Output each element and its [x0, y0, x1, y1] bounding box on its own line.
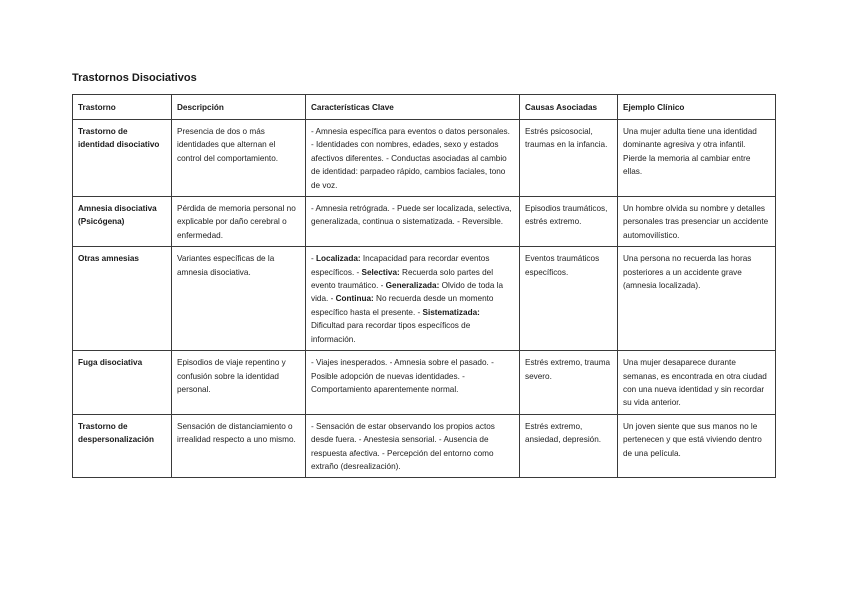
cell-caracteristicas — [306, 414, 520, 478]
bold-term: Generalizada: — [385, 281, 440, 291]
cell-ejemplo: Un hombre olvida su nombre y detalles personales tras presenciar un accidente automovilístico. — [618, 197, 776, 247]
disorders-table — [72, 94, 776, 478]
text-segment: - Amnesia específica para eventos o datos personales. - Identidades con nombres, edades, sexo y estados afectivos diferentes. - Conductas asociadas al cambio de identidad: parpadeo rápido, cambios faciales, tono de voz. — [311, 127, 510, 190]
cell-trastorno: Fuga disociativa — [73, 351, 172, 415]
cell-ejemplo: Una persona no recuerda las horas posteriores a un accidente grave (amnesia localizada). — [618, 247, 776, 351]
text-segment: - Sensación de estar observando los propios actos desde fuera. - Anestesia sensorial. - Ausencia de respuesta afectiva. - Percepción del entorno como extraño (desrealización). — [311, 421, 495, 471]
cell-trastorno: Amnesia disociativa (Psicógena) — [73, 197, 172, 247]
cell-trastorno: Trastorno de identidad disociativo — [73, 120, 172, 197]
text-segment: Incapacidad para recordar eventos específicos. - — [311, 254, 490, 277]
cell-causas: Estrés extremo, trauma severo. — [520, 351, 618, 415]
table-row — [73, 247, 776, 351]
cell-causas: Estrés extremo, ansiedad, depresión. — [520, 414, 618, 478]
table-row — [73, 120, 776, 197]
cell-caracteristicas — [306, 351, 520, 415]
cell-ejemplo: Un joven siente que sus manos no le pertenecen y que está viviendo dentro de una película. — [618, 414, 776, 478]
cell-descripcion: Pérdida de memoria personal no explicable por daño cerebral o enfermedad. — [172, 197, 306, 247]
cell-caracteristicas — [306, 247, 520, 351]
cell-causas: Estrés psicosocial, traumas en la infancia. — [520, 120, 618, 197]
header-ejemplo: Ejemplo Clínico — [618, 95, 776, 120]
header-caracteristicas: Características Clave — [306, 95, 520, 120]
bold-term: Selectiva: — [361, 267, 400, 277]
table-body — [73, 120, 776, 478]
cell-ejemplo: Una mujer desaparece durante semanas, es encontrada en otra ciudad con una nueva identidad y sin recordar su vida anterior. — [618, 351, 776, 415]
bold-term: Localizada: — [316, 254, 361, 264]
cell-caracteristicas — [306, 120, 520, 197]
table-row — [73, 197, 776, 247]
text-segment: - — [311, 254, 317, 264]
cell-causas: Episodios traumáticos, estrés extremo. — [520, 197, 618, 247]
cell-caracteristicas — [306, 197, 520, 247]
table-header-row — [73, 95, 776, 120]
text-segment: - Viajes inesperados. - Amnesia sobre el pasado. - Posible adopción de nuevas identidades. - Comportamiento aparentemente normal. — [311, 358, 494, 394]
cell-descripcion: Sensación de distanciamiento o irrealidad respecto a uno mismo. — [172, 414, 306, 478]
bold-term: Continua: — [335, 294, 374, 304]
text-segment: - Amnesia retrógrada. - Puede ser localizada, selectiva, generalizada, continua o sistematizada. - Reversible. — [311, 204, 512, 227]
text-segment: Olvido de toda la vida. - — [311, 281, 504, 304]
header-causas: Causas Asociadas — [520, 95, 618, 120]
text-segment: No recuerda desde un momento específico hasta el presente. - — [311, 294, 494, 317]
cell-trastorno: Trastorno de despersonalización — [73, 414, 172, 478]
header-descripcion: Descripción — [172, 95, 306, 120]
table-row — [73, 351, 776, 415]
cell-causas: Eventos traumáticos específicos. — [520, 247, 618, 351]
document-title: Trastornos Disociativos — [72, 72, 197, 84]
cell-descripcion: Episodios de viaje repentino y confusión sobre la identidad personal. — [172, 351, 306, 415]
cell-trastorno: Otras amnesias — [73, 247, 172, 351]
header-trastorno: Trastorno — [73, 95, 172, 120]
bold-term: Sistematizada: — [422, 307, 480, 317]
text-segment: Dificultad para recordar tipos específicos de información. — [311, 321, 471, 344]
cell-descripcion: Variantes específicas de la amnesia disociativa. — [172, 247, 306, 351]
text-segment: Recuerda solo partes del evento traumático. - — [311, 267, 494, 291]
cell-ejemplo: Una mujer adulta tiene una identidad dominante agresiva y otra infantil. Pierde la memoria al cambiar entre ellas. — [618, 120, 776, 197]
table-row — [73, 414, 776, 478]
cell-descripcion: Presencia de dos o más identidades que alternan el control del comportamiento. — [172, 120, 306, 197]
